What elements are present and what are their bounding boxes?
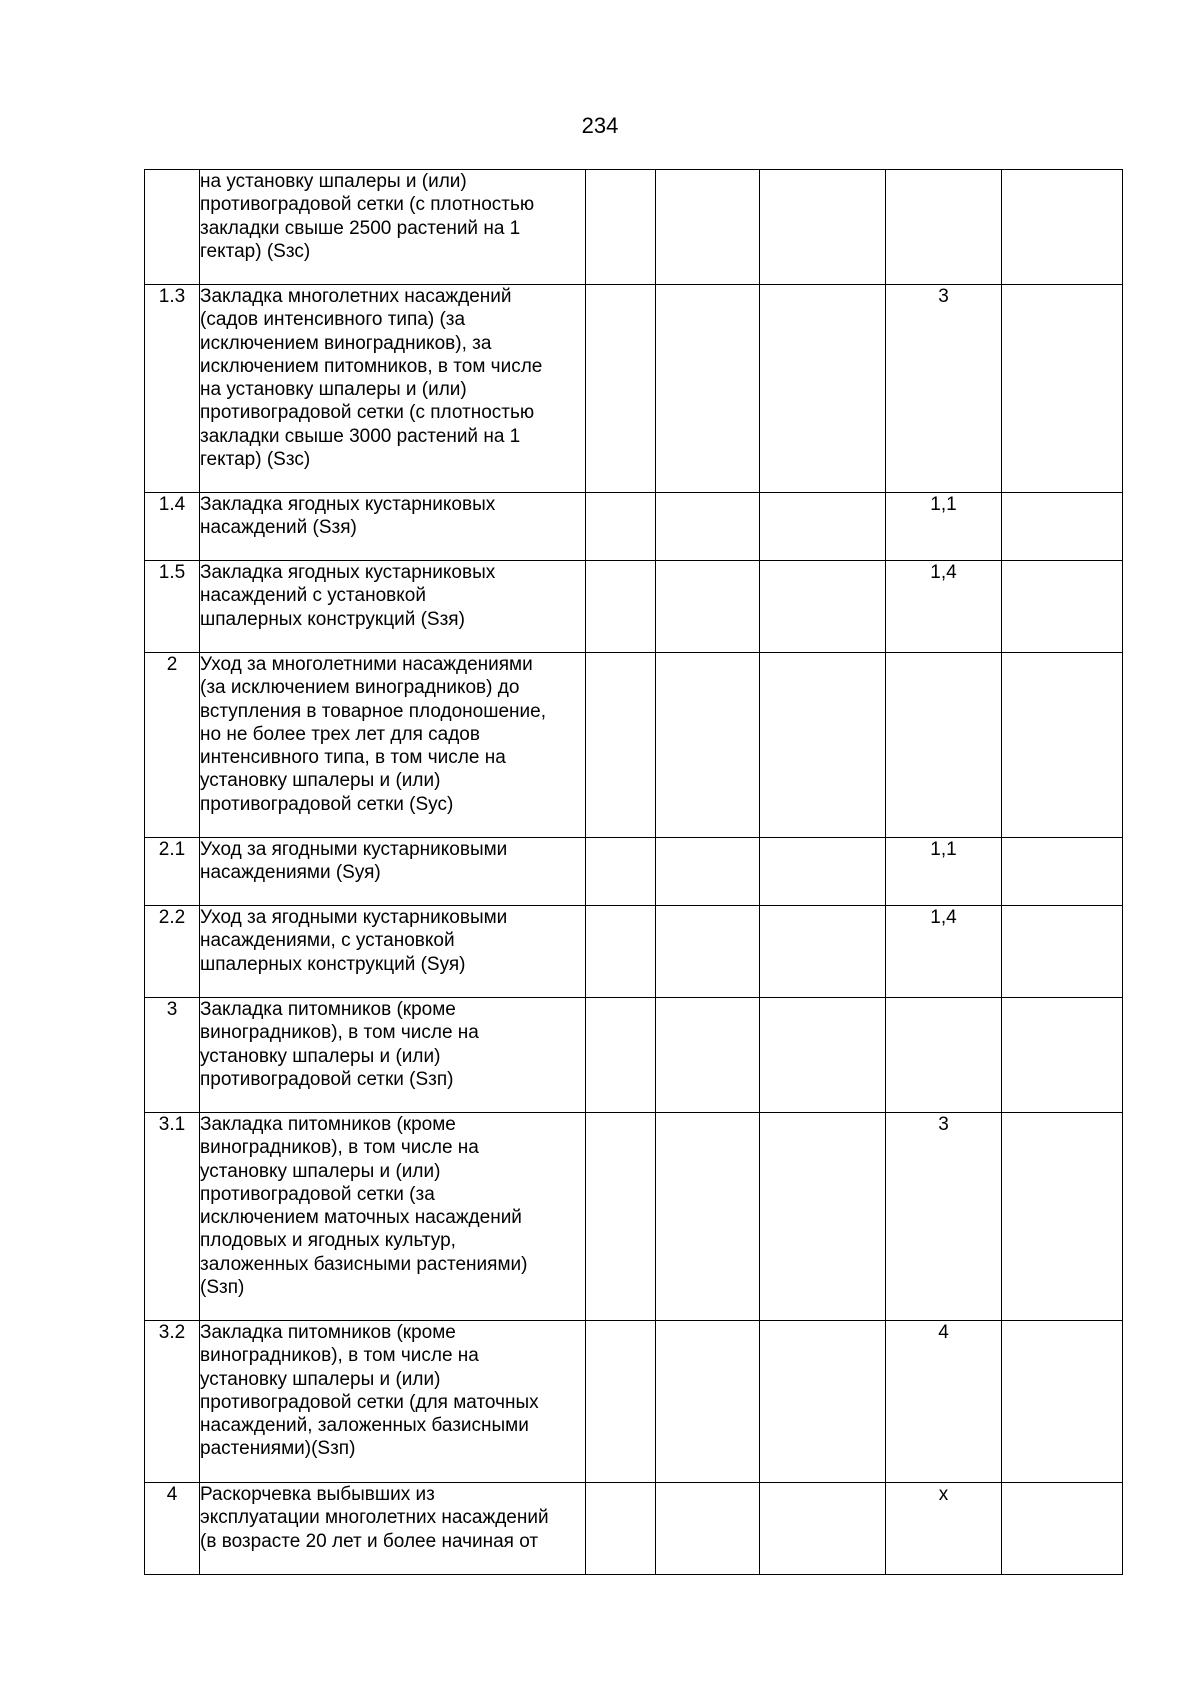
coefficient-cell (886, 653, 1002, 838)
empty-cell (656, 906, 760, 998)
coefficient-cell: 1,1 (886, 493, 1002, 561)
description-line: закладки свыше 3000 растений на 1 (200, 425, 521, 447)
empty-cell (760, 1113, 886, 1321)
description-line: насаждений, заложенных базисными (200, 1415, 529, 1437)
coefficient-cell: х (886, 1483, 1002, 1575)
coefficient-cell (886, 170, 1002, 285)
subsidy-rate-table (144, 169, 1123, 1575)
empty-cell (656, 998, 760, 1113)
row-description-cell (200, 906, 586, 998)
table-row (145, 906, 1123, 998)
table-row (145, 1483, 1123, 1575)
row-description-cell (200, 285, 586, 493)
table-row (145, 1113, 1123, 1321)
description-line: шпалерных конструкций (Sуя) (200, 953, 466, 975)
empty-cell (1002, 1113, 1123, 1321)
row-number-cell: 1.3 (145, 285, 200, 493)
coefficient-cell: 1,4 (886, 561, 1002, 653)
description-line: Уход за ягодными кустарниковыми (200, 907, 508, 928)
table-row (145, 653, 1123, 838)
description-line: установку шпалеры и (или) (200, 1160, 441, 1182)
row-number-cell: 2.2 (145, 906, 200, 998)
description-line: Закладка многолетних насаждений (200, 286, 512, 307)
description-line: противоградовой сетки (за (200, 1183, 435, 1205)
empty-cell (760, 170, 886, 285)
description-line: насаждений (Sзя) (200, 517, 357, 539)
empty-cell (656, 653, 760, 838)
empty-cell (586, 838, 656, 906)
empty-cell (586, 1483, 656, 1575)
description-line: на установку шпалеры и (или) (200, 171, 467, 192)
description-line: противоградовой сетки (с плотностью (200, 402, 535, 424)
description-line: на установку шпалеры и (или) (200, 379, 467, 401)
empty-cell (656, 1113, 760, 1321)
coefficient-cell: 3 (886, 1113, 1002, 1321)
row-number-cell: 3 (145, 998, 200, 1113)
row-description-cell (200, 493, 586, 561)
empty-cell (1002, 1321, 1123, 1483)
description-line: Уход за ягодными кустарниковыми (200, 839, 508, 860)
empty-cell (586, 906, 656, 998)
empty-cell (586, 1321, 656, 1483)
description-line: Закладка ягодных кустарниковых (200, 562, 496, 583)
empty-cell (760, 493, 886, 561)
description-line: виноградников), в том числе на (200, 1345, 479, 1367)
empty-cell (656, 1321, 760, 1483)
row-description-cell (200, 838, 586, 906)
description-line: противоградовой сетки (Sзп) (200, 1068, 454, 1090)
empty-cell (760, 1483, 886, 1575)
table-row (145, 285, 1123, 493)
description-line: (Sзп) (200, 1277, 245, 1299)
table-row (145, 493, 1123, 561)
description-line: Уход за многолетними насаждениями (200, 654, 533, 675)
row-number-cell: 3.1 (145, 1113, 200, 1321)
row-description-cell (200, 1483, 586, 1575)
empty-cell (760, 653, 886, 838)
description-line: установку шпалеры и (или) (200, 1045, 441, 1067)
empty-cell (1002, 998, 1123, 1113)
description-line: противоградовой сетки (с плотностью (200, 194, 535, 216)
empty-cell (656, 493, 760, 561)
empty-cell (1002, 493, 1123, 561)
empty-cell (586, 1113, 656, 1321)
description-line: виноградников), в том числе на (200, 1022, 479, 1044)
coefficient-cell: 1,1 (886, 838, 1002, 906)
description-line: растениями)(Sзп) (200, 1438, 356, 1460)
description-line: Закладка питомников (кроме (200, 1322, 456, 1343)
description-line: насаждений с установкой (200, 585, 426, 607)
empty-cell (1002, 561, 1123, 653)
row-description-cell (200, 1113, 586, 1321)
empty-cell (586, 998, 656, 1113)
empty-cell (1002, 1483, 1123, 1575)
row-number-cell: 1.5 (145, 561, 200, 653)
description-line: исключением питомников, в том числе (200, 355, 543, 377)
description-line: плодовых и ягодных культур, (200, 1230, 456, 1252)
coefficient-cell: 4 (886, 1321, 1002, 1483)
coefficient-cell (886, 998, 1002, 1113)
table-row (145, 1321, 1123, 1483)
empty-cell (760, 285, 886, 493)
row-number-cell: 4 (145, 1483, 200, 1575)
description-line: насаждениями, с установкой (200, 930, 455, 952)
description-line: гектар) (Sзс) (200, 449, 311, 471)
table-row (145, 838, 1123, 906)
empty-cell (1002, 170, 1123, 285)
coefficient-cell: 3 (886, 285, 1002, 493)
row-number-cell: 1.4 (145, 493, 200, 561)
row-description-cell (200, 1321, 586, 1483)
description-line: (садов интенсивного типа) (за (200, 309, 466, 331)
empty-cell (1002, 653, 1123, 838)
coefficient-cell: 1,4 (886, 906, 1002, 998)
table-row (145, 170, 1123, 285)
row-description-cell (200, 561, 586, 653)
description-line: эксплуатации многолетних насаждений (200, 1507, 549, 1529)
empty-cell (1002, 906, 1123, 998)
empty-cell (656, 285, 760, 493)
table-row (145, 561, 1123, 653)
description-line: противоградовой сетки (для маточных (200, 1391, 539, 1413)
table-body (145, 170, 1123, 1575)
description-line: исключением виноградников), за (200, 332, 492, 354)
description-line: противоградовой сетки (Sус) (200, 793, 454, 815)
description-line: исключением маточных насаждений (200, 1207, 522, 1229)
empty-cell (760, 906, 886, 998)
empty-cell (1002, 285, 1123, 493)
description-line: заложенных базисными растениями) (200, 1253, 528, 1275)
empty-cell (586, 170, 656, 285)
row-number-cell: 2.1 (145, 838, 200, 906)
description-line: (за исключением виноградников) до (200, 677, 520, 699)
description-line: установку шпалеры и (или) (200, 770, 441, 792)
empty-cell (586, 285, 656, 493)
empty-cell (656, 561, 760, 653)
description-line: закладки свыше 2500 растений на 1 (200, 217, 521, 239)
empty-cell (586, 561, 656, 653)
description-line: Закладка питомников (кроме (200, 1114, 456, 1135)
row-description-cell (200, 170, 586, 285)
empty-cell (760, 561, 886, 653)
empty-cell (586, 653, 656, 838)
empty-cell (760, 1321, 886, 1483)
description-line: установку шпалеры и (или) (200, 1368, 441, 1390)
description-line: виноградников), в том числе на (200, 1137, 479, 1159)
description-line: шпалерных конструкций (Sзя) (200, 608, 465, 630)
row-description-cell (200, 998, 586, 1113)
table-row (145, 998, 1123, 1113)
page-number: 234 (581, 113, 619, 138)
empty-cell (656, 170, 760, 285)
description-line: (в возрасте 20 лет и более начиная от (200, 1530, 539, 1552)
empty-cell (656, 838, 760, 906)
empty-cell (586, 493, 656, 561)
description-line: Раскорчевка выбывших из (200, 1484, 435, 1505)
row-number-cell: 3.2 (145, 1321, 200, 1483)
empty-cell (656, 1483, 760, 1575)
description-line: но не более трех лет для садов (200, 723, 480, 745)
empty-cell (760, 998, 886, 1113)
description-line: вступления в товарное плодоношение, (200, 700, 546, 722)
description-line: насаждениями (Sуя) (200, 862, 381, 884)
empty-cell (760, 838, 886, 906)
description-line: Закладка ягодных кустарниковых (200, 494, 496, 515)
row-number-cell: 2 (145, 653, 200, 838)
row-description-cell (200, 653, 586, 838)
empty-cell (1002, 838, 1123, 906)
description-line: гектар) (Sзс) (200, 240, 311, 262)
description-line: Закладка питомников (кроме (200, 999, 456, 1020)
description-line: интенсивного типа, в том числе на (200, 747, 506, 769)
row-number-cell (145, 170, 200, 285)
